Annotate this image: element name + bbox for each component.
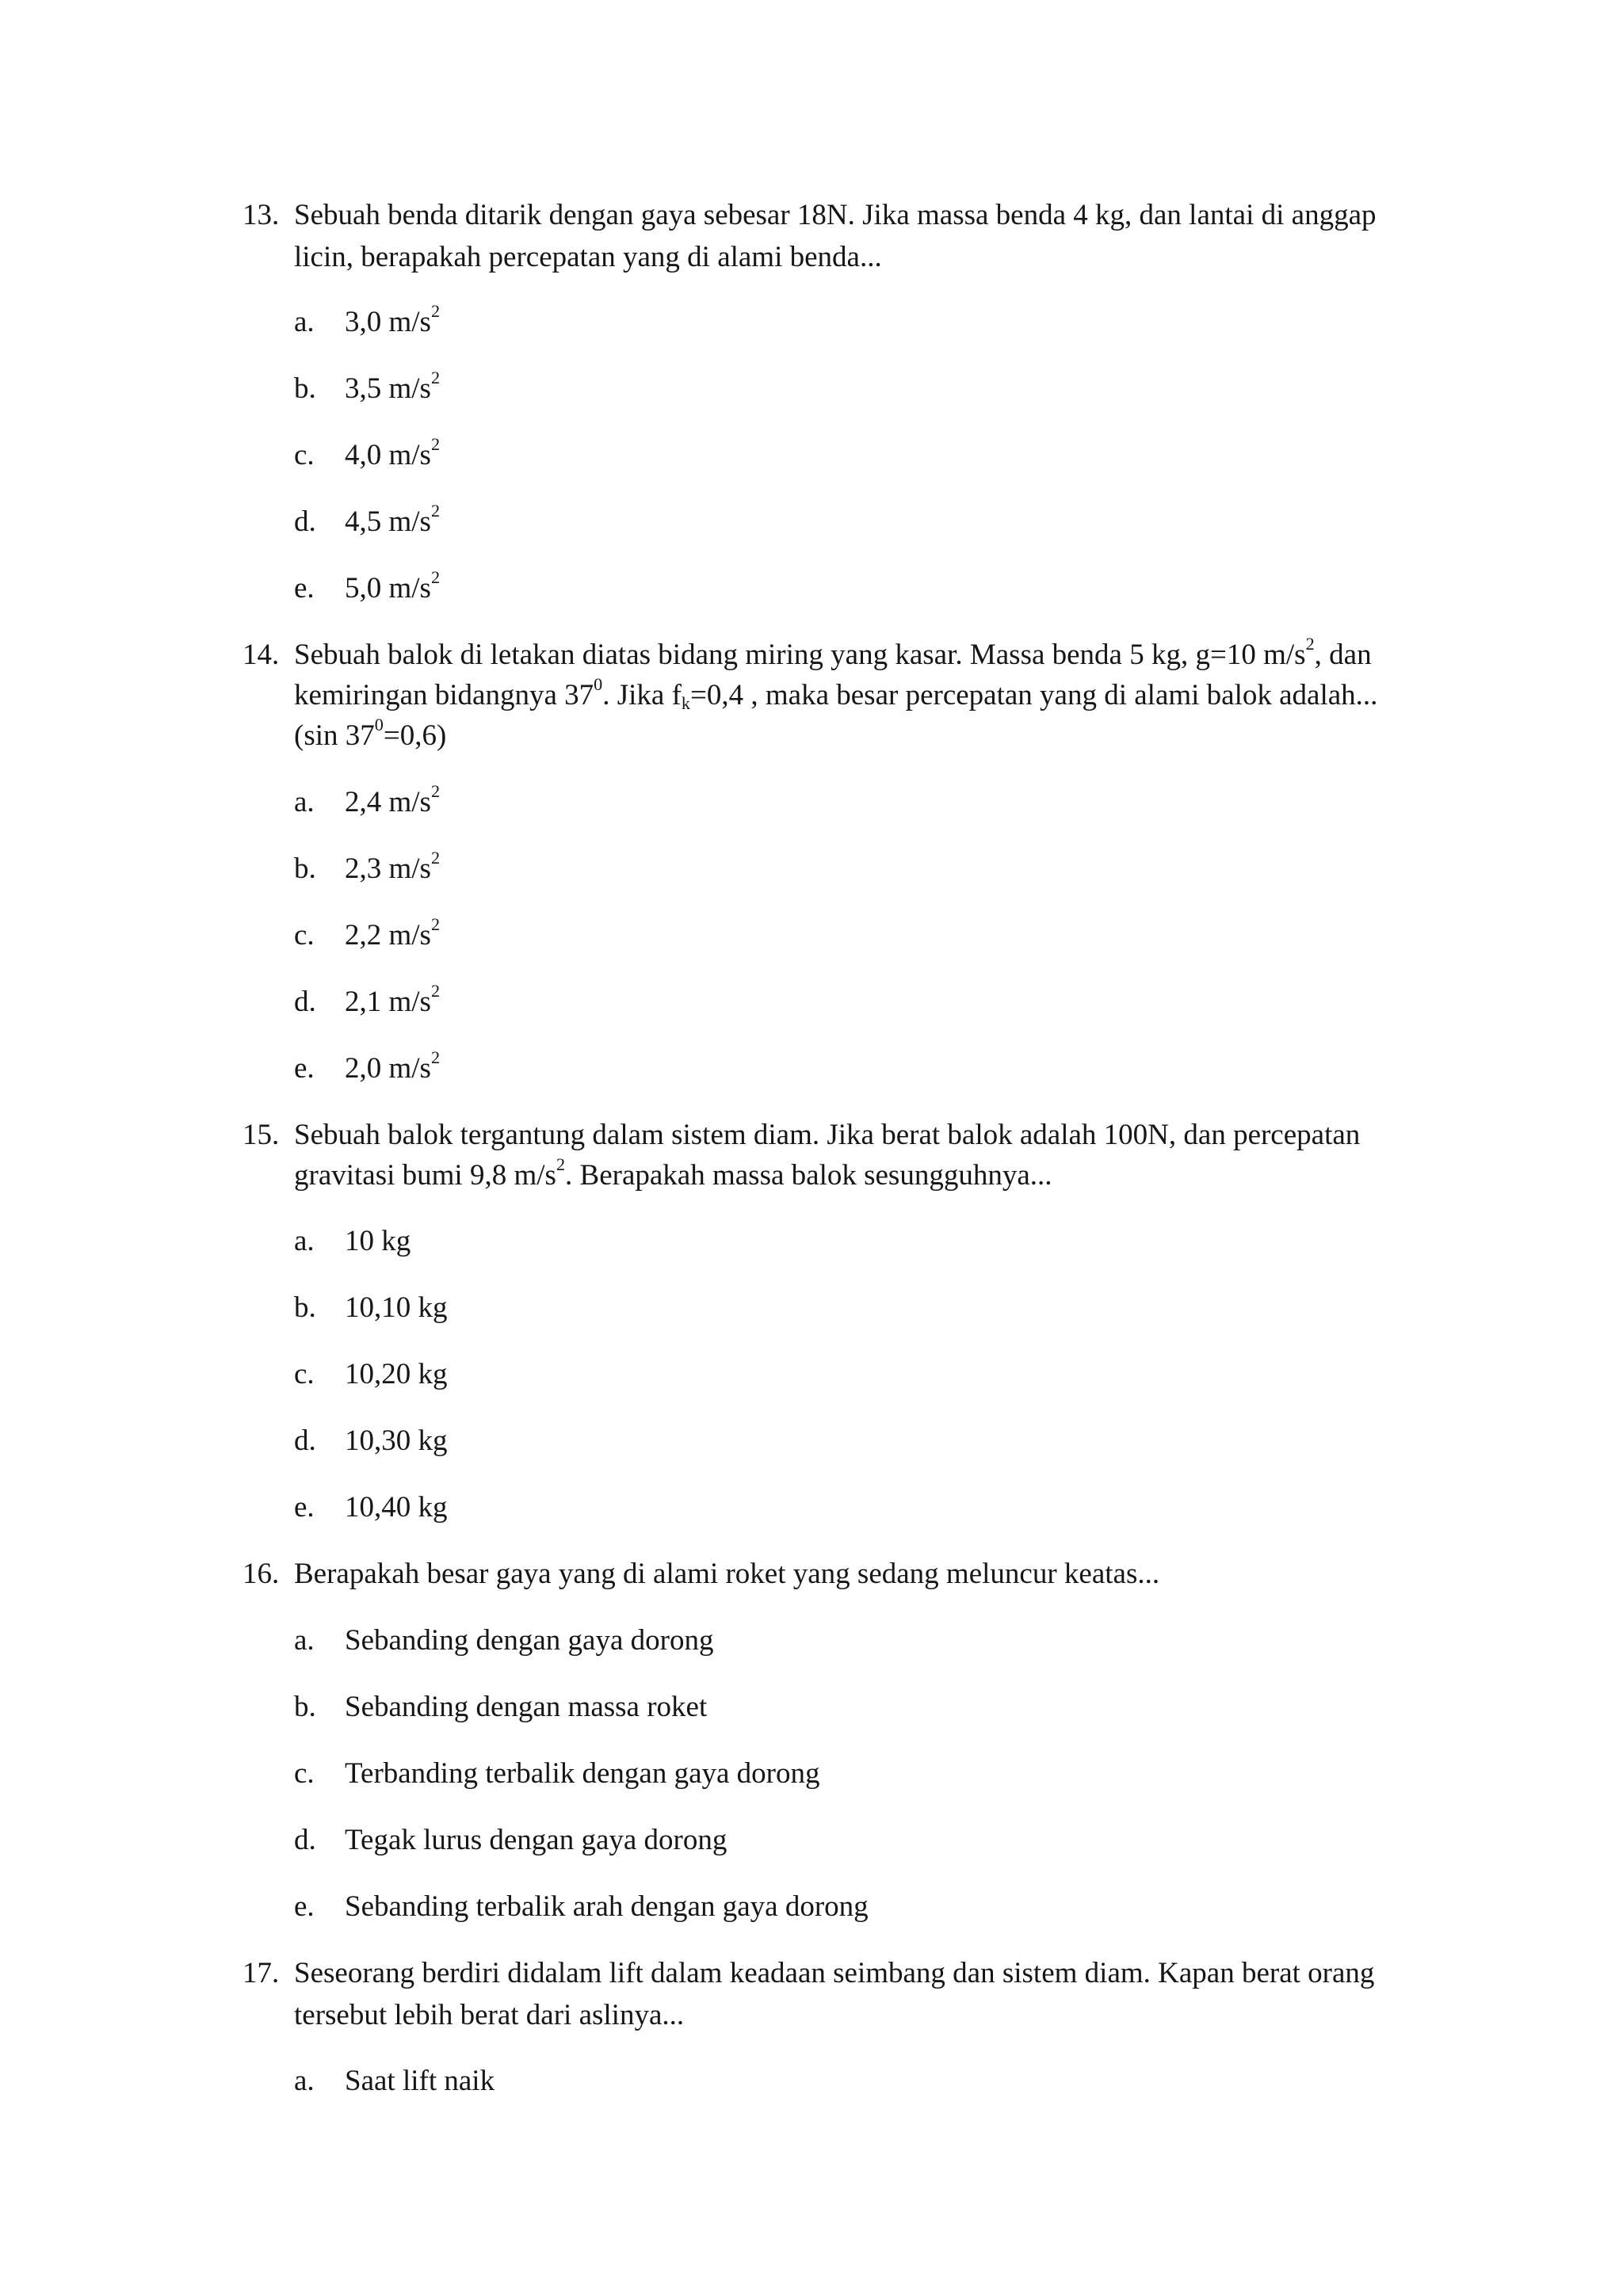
- question-number: 13.: [242, 199, 280, 231]
- question-text: Sebuah balok tergantung dalam sistem diam. Jika berat balok adalah 100N, dan percepatan: [294, 1119, 1361, 1151]
- option-text: 10,40 kg: [345, 1491, 448, 1524]
- question-text: (sin $37^0=0,6$): [294, 715, 447, 752]
- option-letter: e.: [294, 1052, 315, 1085]
- option-text: 2,0 $m/s^2$: [345, 1047, 441, 1085]
- option-text: 4,5 $m/s^2$: [345, 501, 441, 538]
- option-text: 4,0 $m/s^2$: [345, 434, 441, 471]
- question-number: 17.: [242, 1957, 280, 1989]
- option-letter: c.: [294, 1358, 315, 1390]
- option-letter: b.: [294, 1291, 316, 1324]
- question-number: 15.: [242, 1119, 280, 1151]
- option-letter: a.: [294, 306, 315, 338]
- option-letter: d.: [294, 1824, 316, 1856]
- option-text: 2,3 $m/s^2$: [345, 848, 441, 885]
- option-text: Terbanding terbalik dengan gaya dorong: [345, 1757, 820, 1790]
- question-number: 16.: [242, 1558, 280, 1590]
- option-text: 10,20 kg: [345, 1358, 448, 1390]
- option-text: 5,0 $m/s^2$: [345, 567, 441, 605]
- option-letter: c.: [294, 439, 315, 471]
- option-text: 2,1 $m/s^2$: [345, 981, 441, 1018]
- question-text: Seseorang berdiri didalam lift dalam keadaan seimbang dan sistem diam. Kapan berat orang: [294, 1957, 1375, 1989]
- option-letter: a.: [294, 786, 315, 818]
- option-letter: b.: [294, 372, 316, 405]
- option-text: Sebanding dengan gaya dorong: [345, 1624, 714, 1657]
- option-letter: e.: [294, 1491, 315, 1524]
- question-text: Sebuah benda ditarik dengan gaya sebesar 18N. Jika massa benda 4 kg, dan lantai di anggap: [294, 199, 1377, 231]
- question-text: licin, berapakah percepatan yang di alami benda...: [294, 241, 882, 273]
- option-letter: b.: [294, 852, 316, 885]
- option-text: 10,30 kg: [345, 1425, 448, 1457]
- option-text: Sebanding terbalik arah dengan gaya dorong: [345, 1890, 869, 1923]
- question-text: tersebut lebih berat dari aslinya...: [294, 1999, 685, 2031]
- option-text: 10 kg: [345, 1225, 411, 1257]
- option-letter: d.: [294, 1425, 316, 1457]
- question-text: Berapakah besar gaya yang di alami roket yang sedang meluncur keatas...: [294, 1558, 1160, 1590]
- option-letter: d.: [294, 505, 316, 538]
- option-text: 3,0 $m/s^2$: [345, 301, 441, 338]
- option-text: Sebanding dengan massa roket: [345, 1691, 708, 1723]
- option-letter: a.: [294, 1225, 315, 1257]
- question-number: 14.: [242, 639, 280, 671]
- option-letter: a.: [294, 1624, 315, 1657]
- question-text: gravitasi bumi 9,8 $m/s^2$. Berapakah massa balok sesungguhnya...: [294, 1154, 1052, 1192]
- option-letter: c.: [294, 1757, 315, 1790]
- option-text: 3,5 $m/s^2$: [345, 368, 441, 405]
- option-letter: a.: [294, 2065, 315, 2097]
- option-letter: e.: [294, 1890, 315, 1923]
- option-letter: e.: [294, 572, 315, 605]
- option-letter: b.: [294, 1691, 316, 1723]
- option-letter: c.: [294, 919, 315, 952]
- option-text: 2,4 $m/s^2$: [345, 781, 441, 818]
- question-text: kemiringan bidangnya $37^0$. Jika $f_k=0,4$ , maka besar percepatan yang di alami balok adalah...: [294, 674, 1378, 713]
- option-letter: d.: [294, 986, 316, 1018]
- option-text: Tegak lurus dengan gaya dorong: [345, 1824, 727, 1856]
- option-text: 10,10 kg: [345, 1291, 448, 1324]
- option-text: 2,2 $m/s^2$: [345, 914, 441, 952]
- question-text: Sebuah balok di letakan diatas bidang miring yang kasar. Massa benda 5 kg, g=10 $m/s^2$, dan: [294, 634, 1372, 671]
- option-text: Saat lift naik: [345, 2065, 495, 2097]
